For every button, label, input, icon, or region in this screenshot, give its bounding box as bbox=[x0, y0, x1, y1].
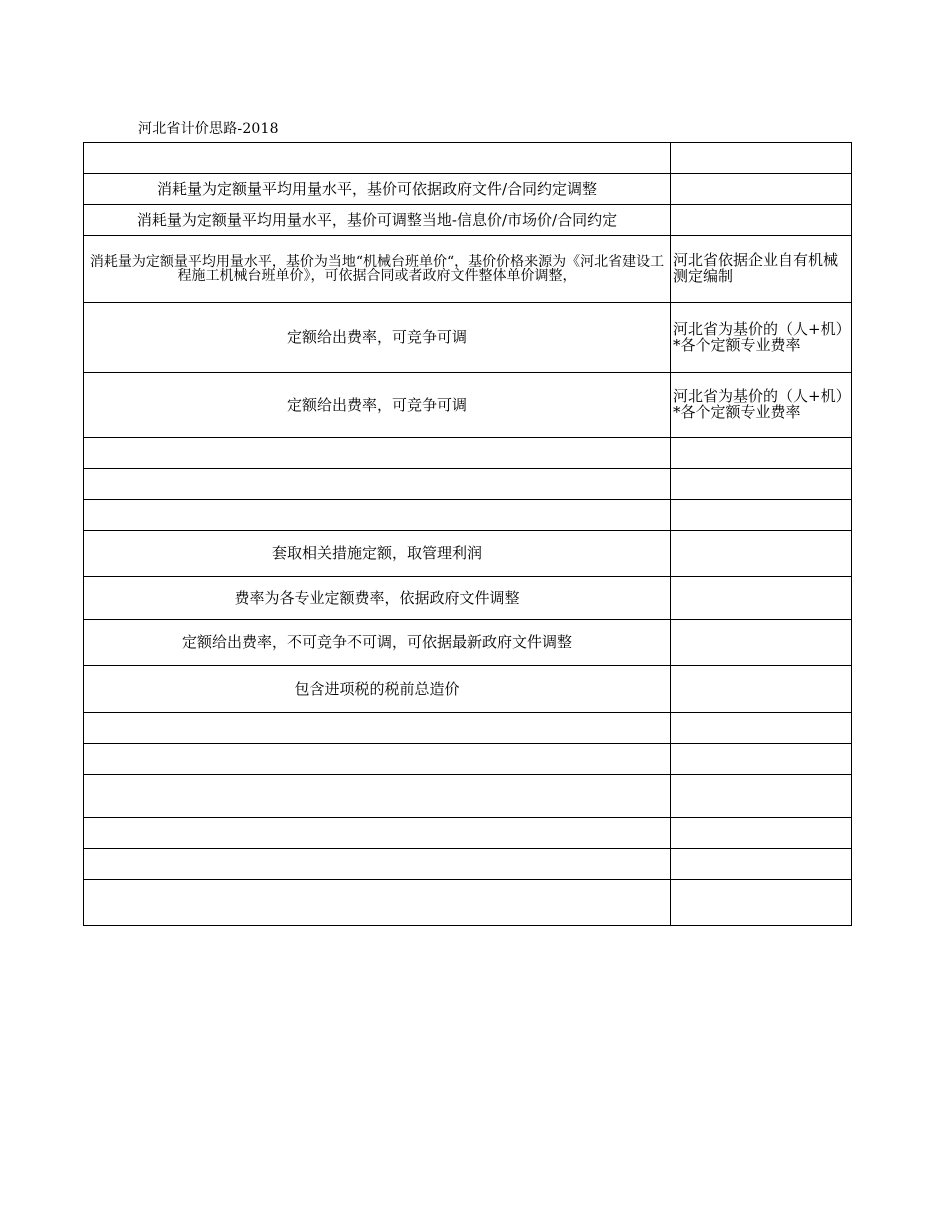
table-cell[interactable] bbox=[671, 174, 852, 205]
table-row bbox=[84, 143, 852, 174]
table-cell[interactable] bbox=[671, 818, 852, 849]
table-row bbox=[84, 205, 852, 236]
table-row bbox=[84, 531, 852, 577]
table-row bbox=[84, 174, 852, 205]
table-row bbox=[84, 713, 852, 744]
table-cell[interactable] bbox=[671, 880, 852, 926]
table-cell[interactable]: 消耗量为定额量平均用量水平，基价可依据政府文件/合同约定调整 bbox=[84, 174, 671, 205]
table-row bbox=[84, 577, 852, 620]
table-cell[interactable] bbox=[671, 620, 852, 666]
table-row bbox=[84, 880, 852, 926]
table-row bbox=[84, 849, 852, 880]
table-cell[interactable]: 套取相关措施定额，取管理利润 bbox=[84, 531, 671, 577]
table-cell[interactable] bbox=[84, 775, 671, 818]
table-cell[interactable]: 定额给出费率，可竞争可调 bbox=[84, 373, 671, 438]
pricing-table bbox=[83, 142, 852, 926]
table-row bbox=[84, 818, 852, 849]
table-cell[interactable] bbox=[84, 849, 671, 880]
table-row bbox=[84, 373, 852, 438]
sheet-title: 河北省计价思路-2018 bbox=[138, 121, 279, 137]
table-cell[interactable] bbox=[84, 818, 671, 849]
table-cell[interactable]: 消耗量为定额量平均用量水平，基价可调整当地-信息价/市场价/合同约定 bbox=[84, 205, 671, 236]
table-row bbox=[84, 620, 852, 666]
table-cell[interactable] bbox=[671, 849, 852, 880]
table-cell[interactable] bbox=[84, 500, 671, 531]
table-cell[interactable]: 费率为各专业定额费率，依据政府文件调整 bbox=[84, 577, 671, 620]
table-cell[interactable] bbox=[671, 500, 852, 531]
table-row bbox=[84, 744, 852, 775]
table-row bbox=[84, 775, 852, 818]
table-cell[interactable] bbox=[671, 666, 852, 713]
table-cell[interactable] bbox=[671, 775, 852, 818]
table-cell[interactable]: 河北省为基价的（人+机）*各个定额专业费率 bbox=[671, 373, 852, 438]
table-row bbox=[84, 666, 852, 713]
table-cell[interactable] bbox=[84, 880, 671, 926]
table-cell[interactable] bbox=[84, 713, 671, 744]
table-row bbox=[84, 438, 852, 469]
table-cell[interactable]: 河北省依据企业自有机械测定编制 bbox=[671, 236, 852, 303]
table-cell[interactable]: 定额给出费率，可竞争可调 bbox=[84, 303, 671, 373]
table-cell[interactable] bbox=[671, 713, 852, 744]
table-row bbox=[84, 303, 852, 373]
table-cell[interactable] bbox=[84, 744, 671, 775]
table-row bbox=[84, 236, 852, 303]
table-cell[interactable]: 消耗量为定额量平均用量水平，基价为当地“机械台班单价“，基价价格来源为《河北省建设工程施工机械台班单价》，可依据合同或者政府文件整体单价调整， bbox=[84, 236, 671, 303]
table-cell[interactable] bbox=[671, 577, 852, 620]
table-cell[interactable] bbox=[671, 438, 852, 469]
table-cell[interactable]: 河北省为基价的（人+机）*各个定额专业费率 bbox=[671, 303, 852, 373]
table-cell[interactable] bbox=[84, 143, 671, 174]
table-cell[interactable] bbox=[671, 469, 852, 500]
table-cell[interactable]: 定额给出费率，不可竞争不可调，可依据最新政府文件调整 bbox=[84, 620, 671, 666]
table-cell[interactable]: 包含进项税的税前总造价 bbox=[84, 666, 671, 713]
table-cell[interactable] bbox=[671, 531, 852, 577]
table-row bbox=[84, 500, 852, 531]
table-row bbox=[84, 469, 852, 500]
table-cell[interactable] bbox=[671, 143, 852, 174]
table-cell[interactable] bbox=[84, 469, 671, 500]
table-cell[interactable] bbox=[84, 438, 671, 469]
table-cell[interactable] bbox=[671, 205, 852, 236]
table-cell[interactable] bbox=[671, 744, 852, 775]
